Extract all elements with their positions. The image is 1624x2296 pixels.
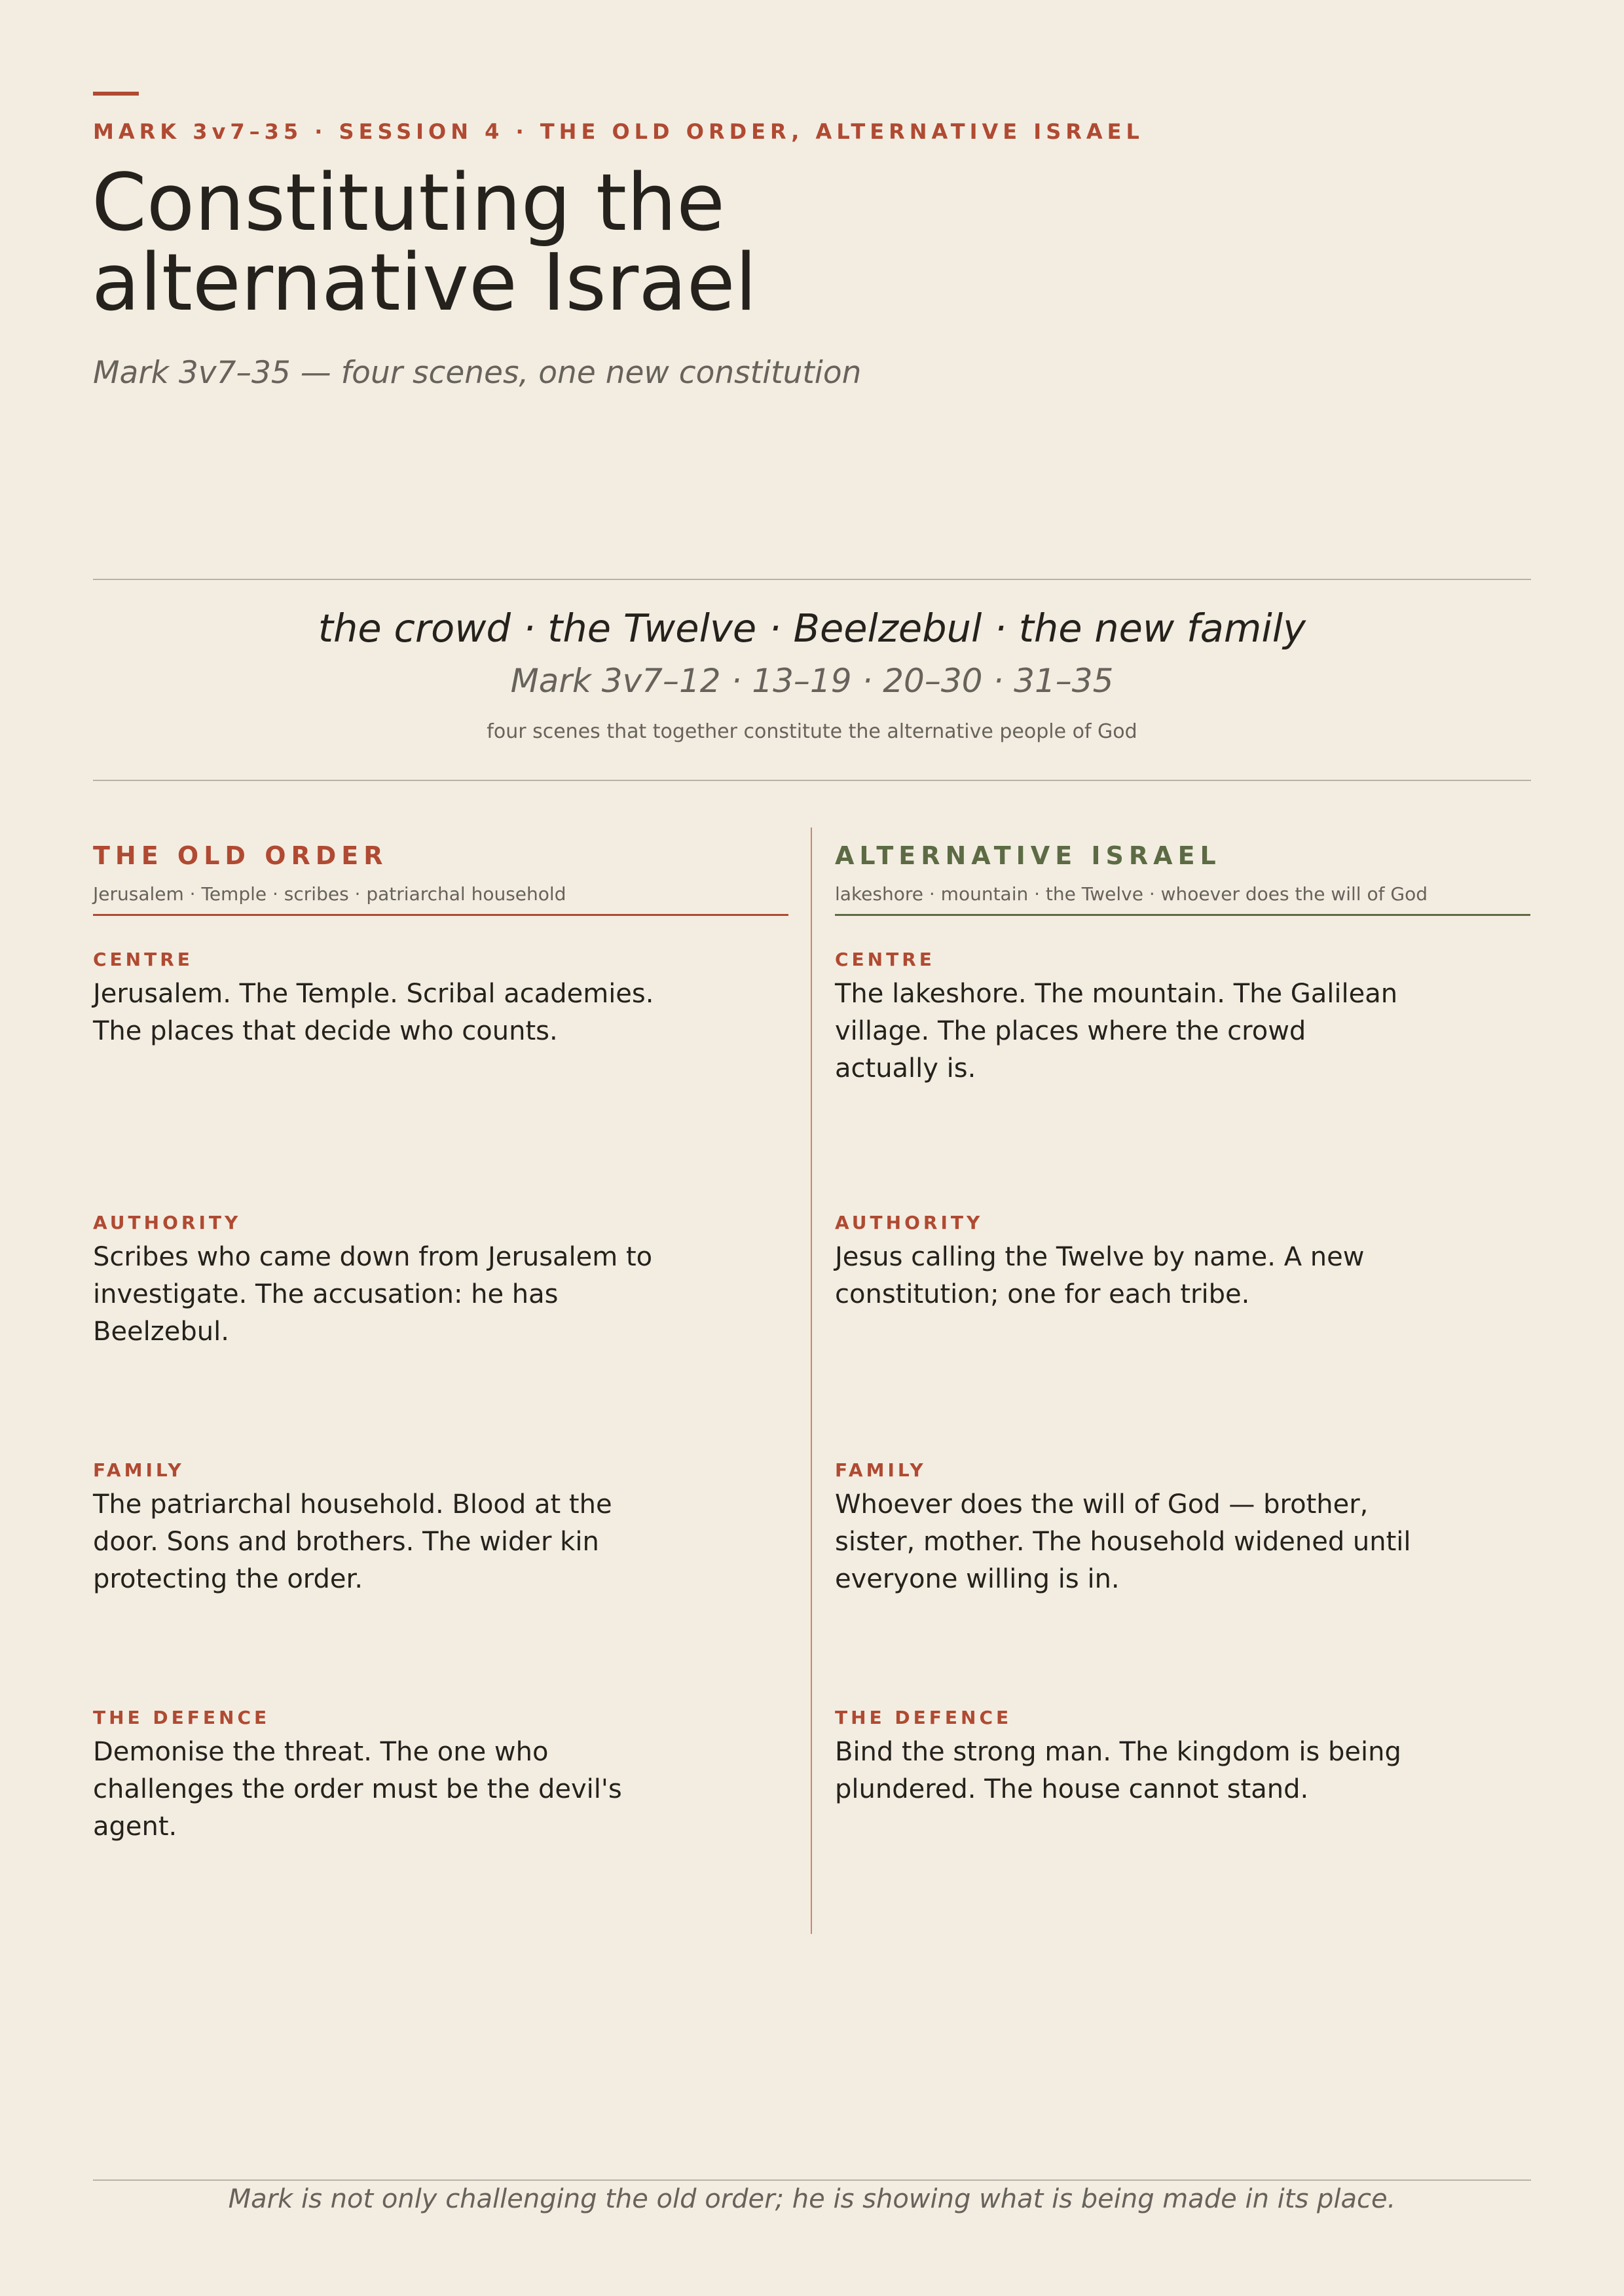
footer-note: Mark is not only challenging the old order; he is showing what is being made in its place. — [228, 2184, 1396, 2214]
section-label: THE DEFENCE — [93, 1707, 270, 1728]
alternative-israel-column — [835, 841, 1530, 1804]
section-text: The patriarchal household. Blood at the door. Sons and brothers. The wider kin protecting the order. — [93, 1489, 612, 1594]
old-order-heading: THE OLD ORDER — [93, 841, 388, 870]
page-subtitle: Mark 3v7–35 — four scenes, one new constitution — [93, 355, 862, 391]
scene-references: Mark 3v7–12 · 13–19 · 20–30 · 31–35 — [510, 662, 1114, 700]
old-order-places: Jerusalem · Temple · scribes · patriarchal household — [93, 883, 566, 905]
section-text: Whoever does the will of God — brother, sister, mother. The household widened until everyone willing is in. — [835, 1489, 1411, 1594]
section-text: Jesus calling the Twelve by name. A new constitution; one for each tribe. — [835, 1242, 1365, 1309]
old-order-family — [93, 1459, 788, 1598]
page-title: Constituting the alternative Israel — [92, 158, 757, 329]
alternative-israel-defence — [835, 1707, 1530, 1808]
old-order-centre — [93, 949, 788, 1050]
section-text: The lakeshore. The mountain. The Galilean village. The places where the crowd actually is. — [835, 979, 1398, 1084]
alternative-israel-family — [835, 1459, 1530, 1598]
old-order-defence — [93, 1707, 788, 1846]
section-label: FAMILY — [93, 1459, 185, 1481]
scenes-divider — [93, 780, 1531, 781]
footer-divider — [93, 2179, 1531, 2181]
scenes-summary — [93, 602, 1531, 743]
section-text: Bind the strong man. The kingdom is being plundered. The house cannot stand. — [835, 1737, 1401, 1804]
section-label: FAMILY — [835, 1459, 927, 1481]
old-order-authority — [93, 1212, 788, 1351]
scenes-caption: four scenes that together constitute the alternative people of God — [487, 720, 1137, 743]
series-kicker: MARK 3v7–35 · SESSION 4 · THE OLD ORDER, ALTERNATIVE ISRAEL — [93, 119, 1144, 144]
column-divider — [811, 828, 812, 1934]
scene-names: the crowd · the Twelve · Beelzebul · the new family — [318, 606, 1306, 651]
old-order-column — [93, 841, 788, 1842]
alternative-israel-heading: ALTERNATIVE ISRAEL — [835, 841, 1221, 870]
section-label: CENTRE — [93, 949, 193, 970]
section-label: AUTHORITY — [93, 1212, 242, 1233]
alternative-israel-places: lakeshore · mountain · the Twelve · whoever does the will of God — [835, 883, 1428, 905]
section-text: Jerusalem. The Temple. Scribal academies. The places that decide who counts. — [93, 979, 654, 1046]
section-text: Scribes who came down from Jerusalem to investigate. The accusation: he has Beelzebul. — [93, 1242, 653, 1347]
section-text: Demonise the threat. The one who challenges the order must be the devil's agent. — [93, 1737, 622, 1842]
section-label: THE DEFENCE — [835, 1707, 1012, 1728]
top-divider — [93, 579, 1531, 580]
alternative-israel-centre — [835, 949, 1530, 1087]
accent-bar — [93, 92, 139, 96]
alternative-israel-rule — [835, 914, 1530, 916]
alternative-israel-authority — [835, 1212, 1530, 1313]
section-label: CENTRE — [835, 949, 935, 970]
old-order-rule — [93, 914, 788, 916]
section-label: AUTHORITY — [835, 1212, 984, 1233]
